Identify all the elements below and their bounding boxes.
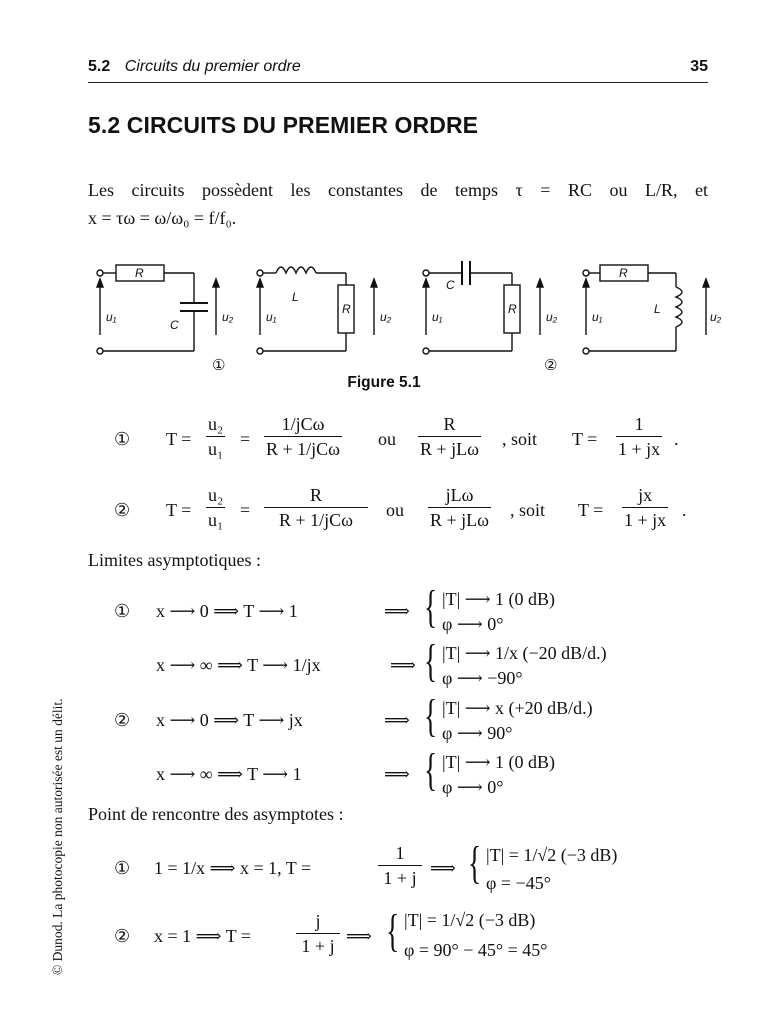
header-section-number: 5.2 bbox=[88, 58, 111, 75]
period: . bbox=[674, 429, 679, 449]
meeting-heading: Point de rencontre des asymptotes : bbox=[88, 804, 344, 824]
numerator: 1/jCω bbox=[281, 414, 325, 434]
denominator: 1 + jx bbox=[616, 436, 662, 460]
implies: ⟹ bbox=[346, 926, 372, 946]
limit-expression: x ⟶ 0 ⟹ T ⟶ 1 bbox=[156, 601, 298, 621]
phase-limit: φ ⟶ 0° bbox=[442, 614, 504, 634]
label-r: R bbox=[619, 266, 628, 280]
brace: { bbox=[386, 905, 400, 956]
figure-marker-1: ① bbox=[212, 356, 226, 374]
numerator: j bbox=[315, 911, 321, 931]
denominator: 1 + jx bbox=[622, 507, 668, 531]
phase-limit: φ ⟶ −90° bbox=[442, 668, 523, 688]
header-rule bbox=[88, 82, 708, 83]
numerator: R bbox=[309, 485, 322, 505]
denominator: u₁ bbox=[206, 507, 225, 531]
label-l: L bbox=[292, 290, 299, 304]
equals: = bbox=[240, 429, 251, 449]
fraction bbox=[378, 843, 422, 889]
numerator: 1 bbox=[634, 414, 644, 434]
numerator: u₂ bbox=[208, 414, 224, 434]
fraction-c bbox=[616, 414, 662, 460]
denominator: R + 1/jCω bbox=[264, 507, 368, 531]
modulus-limit: |T| ⟶ 1 (0 dB) bbox=[442, 589, 556, 609]
label-u2: u₂ bbox=[222, 310, 234, 324]
intro-paragraph bbox=[88, 176, 708, 232]
modulus-limit: |T| ⟶ x (+20 dB/d.) bbox=[442, 698, 593, 718]
marker: ① bbox=[114, 429, 131, 449]
meeting-expression: 1 = 1/x ⟹ x = 1, T = bbox=[154, 858, 312, 878]
label-u1: u₁ bbox=[432, 310, 443, 324]
inductor-l2 bbox=[676, 287, 682, 327]
marker: ① bbox=[114, 601, 131, 621]
t-equals: T = bbox=[166, 500, 192, 520]
label-c: C bbox=[170, 318, 179, 332]
fraction-b bbox=[428, 485, 491, 531]
phase-limit: φ ⟶ 90° bbox=[442, 723, 513, 743]
fraction-a bbox=[264, 485, 368, 531]
label-u1: u₁ bbox=[592, 310, 603, 324]
marker: ② bbox=[114, 710, 131, 730]
modulus-value: |T| = 1/√2 (−3 dB) bbox=[486, 845, 618, 865]
denominator: 1 + j bbox=[378, 865, 422, 889]
numerator: 1 bbox=[395, 843, 405, 863]
fraction-u2-u1 bbox=[206, 485, 225, 531]
numerator: jLω bbox=[445, 485, 474, 505]
running-header bbox=[88, 58, 708, 76]
label-l: L bbox=[654, 302, 661, 316]
label-u2: u₂ bbox=[380, 310, 392, 324]
numerator: jx bbox=[638, 485, 653, 505]
modulus-limit: |T| ⟶ 1/x (−20 dB/d.) bbox=[442, 643, 607, 663]
soit: , soit bbox=[510, 500, 546, 520]
label-r: R bbox=[342, 302, 351, 316]
marker: ② bbox=[114, 926, 131, 946]
ou: ou bbox=[386, 500, 404, 520]
inductor-l1 bbox=[276, 267, 316, 273]
label-u1: u₁ bbox=[106, 310, 117, 324]
denominator: R + 1/jCω bbox=[264, 436, 342, 460]
intro-line-1: Les circuits possèdent les constantes de temps τ = RC ou L/R, et bbox=[88, 180, 708, 200]
t-equals: T = bbox=[578, 500, 604, 520]
denominator: R + jLω bbox=[418, 436, 481, 460]
limit-expression: x ⟶ ∞ ⟹ T ⟶ 1 bbox=[156, 764, 302, 784]
implies: ⟹ bbox=[390, 655, 416, 675]
label-r: R bbox=[508, 302, 517, 316]
section-title: 5.2 CIRCUITS DU PREMIER ORDRE bbox=[88, 112, 479, 138]
meeting-expression: x = 1 ⟹ T = bbox=[154, 926, 251, 946]
denominator: 1 + j bbox=[296, 933, 340, 957]
label-r: R bbox=[135, 266, 144, 280]
modulus-limit: |T| ⟶ 1 (0 dB) bbox=[442, 752, 556, 772]
equals: = bbox=[240, 500, 251, 520]
implies: ⟹ bbox=[384, 710, 410, 730]
page-number: 35 bbox=[690, 58, 708, 75]
fraction bbox=[296, 911, 340, 957]
ou: ou bbox=[378, 429, 396, 449]
modulus-value: |T| = 1/√2 (−3 dB) bbox=[404, 910, 536, 930]
figure-caption: Figure 5.1 bbox=[347, 374, 421, 391]
t-equals: T = bbox=[572, 429, 598, 449]
brace: { bbox=[424, 744, 438, 795]
marker: ① bbox=[114, 858, 131, 878]
brace: { bbox=[424, 690, 438, 741]
circuit-rc-highpass bbox=[423, 261, 543, 354]
numerator: R bbox=[443, 414, 456, 434]
brace: { bbox=[424, 635, 438, 686]
implies: ⟹ bbox=[384, 764, 410, 784]
soit: , soit bbox=[502, 429, 538, 449]
denominator: u₁ bbox=[206, 436, 225, 460]
figure-marker-2: ② bbox=[544, 356, 558, 374]
numerator: u₂ bbox=[208, 485, 224, 505]
label-u2: u₂ bbox=[546, 310, 558, 324]
fraction-a bbox=[264, 414, 342, 460]
phase-limit: φ ⟶ 0° bbox=[442, 777, 504, 797]
period: . bbox=[682, 500, 687, 520]
limit-expression: x ⟶ ∞ ⟹ T ⟶ 1/jx bbox=[156, 655, 321, 675]
implies: ⟹ bbox=[384, 601, 410, 621]
marker: ② bbox=[114, 500, 131, 520]
header-section-title: Circuits du premier ordre bbox=[124, 58, 301, 75]
label-c: C bbox=[446, 278, 455, 292]
copyright-notice: © Dunod. La photocopie non autorisée est un délit. bbox=[50, 698, 65, 975]
brace: { bbox=[468, 837, 482, 888]
label-u2: u₂ bbox=[710, 310, 722, 324]
asymptotes-heading: Limites asymptotiques : bbox=[88, 550, 261, 570]
fraction-b bbox=[418, 414, 481, 460]
intro-line-2: x = τω = ω/ω₀ = f/f₀. bbox=[88, 208, 237, 228]
label-u1: u₁ bbox=[266, 310, 277, 324]
phase-value: φ = −45° bbox=[486, 873, 551, 893]
phase-value: φ = 90° − 45° = 45° bbox=[404, 940, 548, 960]
limit-expression: x ⟶ 0 ⟹ T ⟶ jx bbox=[156, 710, 303, 730]
implies: ⟹ bbox=[430, 858, 456, 878]
fraction-c bbox=[622, 485, 668, 531]
circuit-figure bbox=[88, 255, 728, 375]
brace: { bbox=[424, 581, 438, 632]
fraction-u2-u1 bbox=[206, 414, 225, 460]
denominator: R + jLω bbox=[428, 507, 491, 531]
t-equals: T = bbox=[166, 429, 192, 449]
